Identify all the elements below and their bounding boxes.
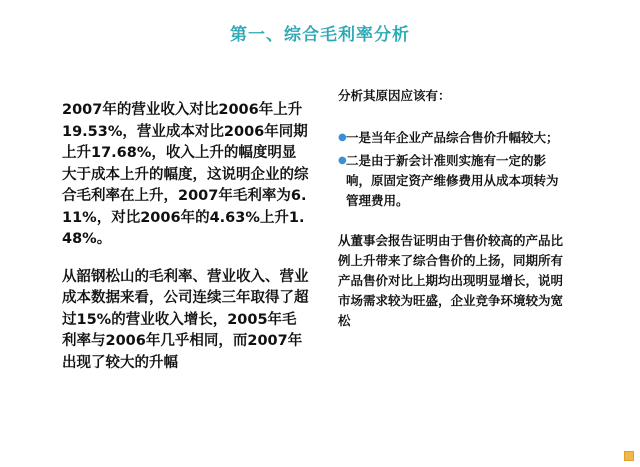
bullet-dot-icon: ●	[338, 155, 347, 166]
left-column	[62, 100, 310, 390]
bullet-item	[338, 151, 568, 211]
right-heading: 分析其原因应该有：	[338, 88, 451, 103]
right-column	[338, 86, 568, 331]
right-paragraph: 从董事会报告证明由于售价较高的产品比例上升带来了综合售价的上扬，同期所有产品售价对比上期均出现明显增长，说明市场需求较为旺盛，企业竞争环境较为宽松	[338, 233, 564, 328]
slide-title: 第一、综合毛利率分析	[230, 25, 410, 45]
left-paragraph-2: 从韶钢松山的毛利率、营业收入、营业成本数据来看，公司连续三年取得了超过15%的营业收入增长，2005年毛利率与2006年几乎相同，而2007年出现了较大的升幅	[62, 268, 309, 371]
bullet-dot-icon: ●	[338, 132, 347, 143]
bullet-text: 一是当年企业产品综合售价升幅较大；	[346, 130, 559, 145]
left-paragraph-1: 2007年的营业收入对比2006年上升19.53%，营业成本对比2006年同期上升17.68%，收入上升的幅度明显大于成本上升的幅度，这说明企业的综合毛利率在上升，2007年毛利率为6.11%，对比2006年的4.63%上升1.48%。	[62, 102, 309, 247]
bullet-item	[338, 128, 568, 148]
bullet-text: 二是由于新会计准则实施有一定的影响，原固定资产维修费用从成本项转为管理费用。	[346, 153, 559, 208]
corner-square-icon	[624, 451, 634, 461]
